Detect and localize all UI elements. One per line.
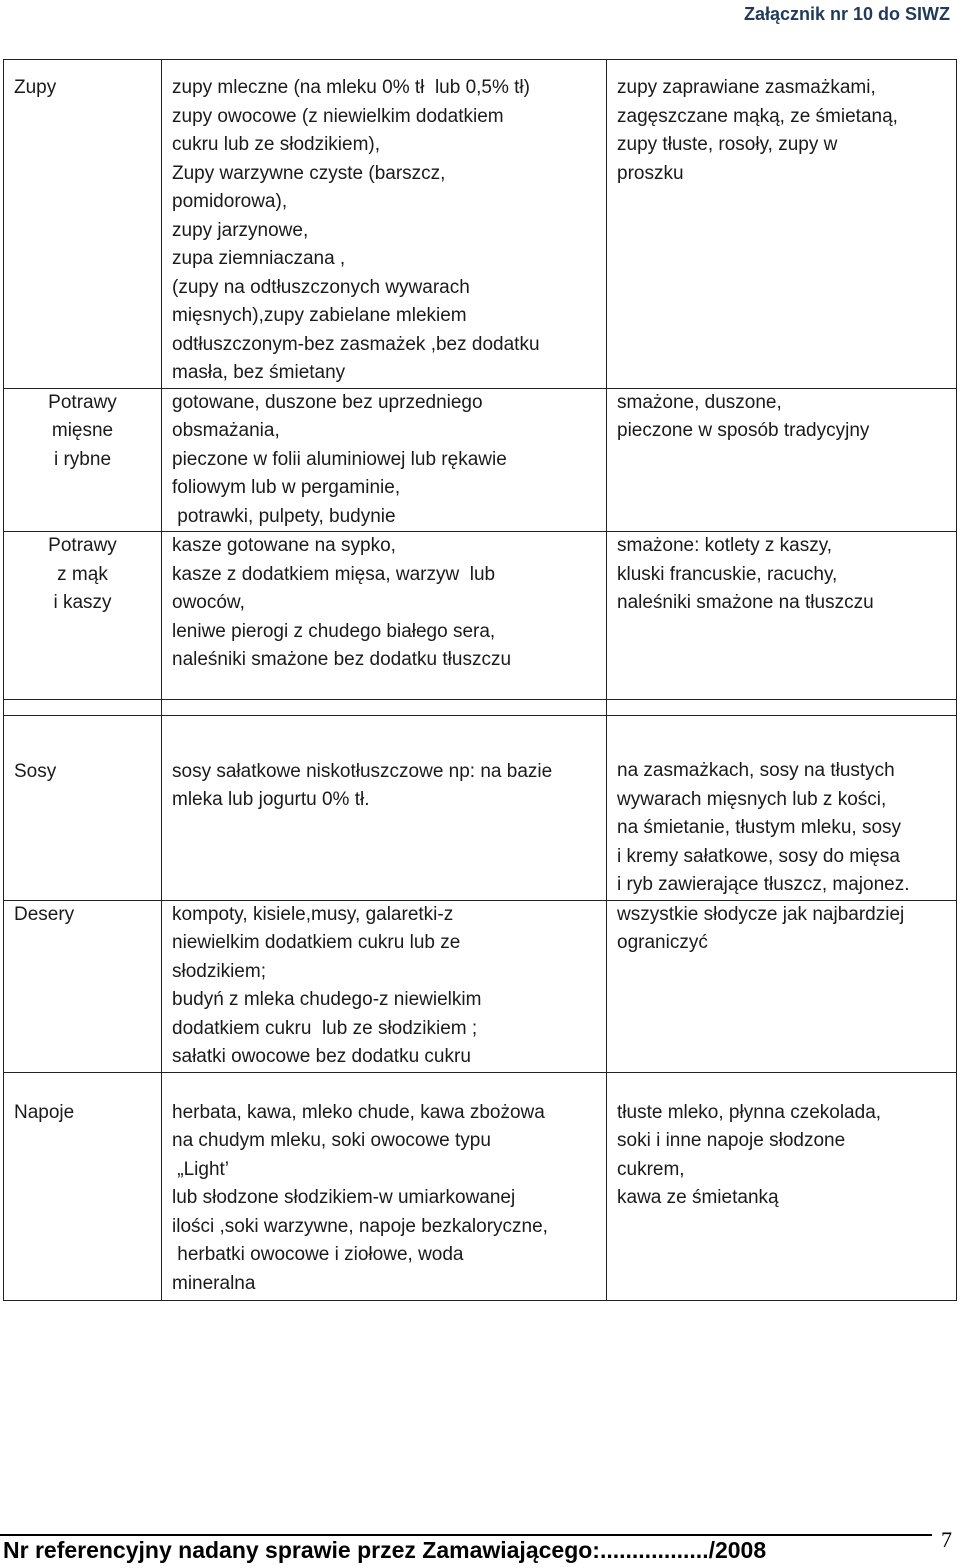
table-row-desery: [4, 900, 957, 1072]
text-line: naleśniki smażone na tłuszczu: [617, 592, 874, 613]
text-line: zupy zaprawiane zasmażkami,: [617, 77, 876, 98]
text-line: cukrem,: [617, 1158, 685, 1180]
attachment-header: Załącznik nr 10 do SIWZ: [743, 4, 950, 24]
text-line: smażone, duszone,: [617, 391, 782, 413]
category-label: Desery: [14, 903, 75, 925]
text-line: i ryb zawierające tłuszcz, majonez.: [617, 874, 910, 895]
footer-reference: Nr referencyjny nadany sprawie przez Zamawiającego:................./2008: [3, 1537, 767, 1563]
text-line: pomidorowa),: [172, 191, 288, 212]
avoid-cell: [607, 700, 957, 901]
text-line: leniwe pierogi z chudego białego sera,: [172, 620, 496, 642]
recommended-cell: [162, 532, 607, 716]
text-line: kawa ze śmietanką: [617, 1187, 779, 1208]
footer-divider: [0, 1534, 932, 1536]
text-line: proszku: [617, 162, 684, 184]
text-line: zupa ziemniaczana ,: [172, 248, 346, 269]
table-row-sosy: [4, 700, 957, 901]
text-line: wywarach mięsnych lub z kości,: [617, 788, 887, 810]
text-line: sałatki owocowe bez dodatku cukru: [172, 1046, 471, 1067]
text-line: „Light’: [172, 1158, 230, 1180]
text-line: potrawki, pulpety, budynie: [172, 505, 396, 527]
text-line: obsmażania,: [172, 420, 280, 441]
avoid-cell: [607, 532, 957, 716]
text-line: zagęszczane mąką, ze śmietaną,: [617, 105, 898, 127]
text-line: i kremy sałatkowe, sosy do mięsa: [617, 845, 900, 867]
text-line: słodzikiem;: [172, 960, 266, 982]
text-line: foliowym lub w pergaminie,: [172, 477, 401, 498]
text-line: dodatkiem cukru lub ze słodzikiem ;: [172, 1017, 478, 1039]
text-line: niewielkim dodatkiem cukru lub ze: [172, 932, 461, 953]
text-line: ograniczyć: [617, 932, 708, 953]
text-line: na chudym mleku, soki owocowe typu: [172, 1130, 491, 1151]
page-number: 7: [941, 1527, 952, 1552]
text-line: soki i inne napoje słodzone: [617, 1130, 846, 1151]
table-row-napoje: [4, 1072, 957, 1300]
recommended-cell: [162, 700, 607, 901]
category-cell: [4, 700, 162, 901]
category-label: z mąk: [57, 563, 108, 585]
text-line: zupy mleczne (na mleku 0% tł lub 0,5% tł): [172, 77, 530, 98]
text-line: na zasmażkach, sosy na tłustych: [617, 760, 895, 781]
text-line: smażone: kotlety z kaszy,: [617, 535, 833, 556]
category-cell: [4, 900, 162, 1072]
text-line: lub słodzone słodzikiem-w umiarkowanej: [172, 1187, 516, 1208]
recommended-cell: [162, 60, 607, 389]
category-label: mięsne: [51, 420, 114, 441]
text-line: tłuste mleko, płynna czekolada,: [617, 1101, 882, 1123]
recommended-cell: [162, 1072, 607, 1300]
diet-table-main: [3, 59, 957, 716]
category-label: Zupy: [14, 77, 57, 98]
table-row-potrawy-z-mak: [4, 532, 957, 716]
text-line: mineralna: [172, 1272, 256, 1294]
text-line: kompoty, kisiele,musy, galaretki-z: [172, 903, 454, 925]
category-label: Potrawy: [48, 535, 117, 556]
text-line: budyń z mleka chudego-z niewielkim: [172, 989, 482, 1010]
text-line: Zupy warzywne czyste (barszcz,: [172, 162, 446, 184]
category-label: Sosy: [14, 761, 57, 782]
text-line: ilości ,soki warzywne, napoje bezkaloryczne,: [172, 1215, 548, 1237]
avoid-cell: [607, 60, 957, 389]
text-line: zupy owocowe (z niewielkim dodatkiem: [172, 105, 504, 127]
text-line: herbata, kawa, mleko chude, kawa zbożowa: [172, 1101, 545, 1123]
text-line: odtłuszczonym-bez zasmażek ,bez dodatku: [172, 333, 540, 355]
category-cell: [4, 388, 162, 532]
category-cell: [4, 532, 162, 716]
category-label: Napoje: [14, 1101, 75, 1123]
text-line: sosy sałatkowe niskotłuszczowe np: na bazie: [172, 760, 553, 782]
text-line: masła, bez śmietany: [172, 362, 346, 383]
diet-table-secondary: [3, 699, 957, 1301]
table-row-zupy: [4, 60, 957, 389]
text-line: herbatki owocowe i ziołowe, woda: [172, 1244, 464, 1265]
text-line: zupy jarzynowe,: [172, 219, 309, 241]
text-line: na śmietanie, tłustym mleku, sosy: [617, 817, 902, 838]
text-line: mleka lub jogurtu 0% tł.: [172, 789, 370, 810]
text-line: kluski francuskie, racuchy,: [617, 563, 838, 585]
text-line: (zupy na odtłuszczonych wywarach: [172, 276, 470, 298]
text-line: mięsnych),zupy zabielane mlekiem: [172, 305, 467, 326]
text-line: kasze gotowane na sypko,: [172, 535, 396, 556]
text-line: zupy tłuste, rosoły, zupy w: [617, 134, 838, 155]
avoid-cell: [607, 1072, 957, 1300]
recommended-cell: [162, 388, 607, 532]
avoid-cell: [607, 388, 957, 532]
table-row-potrawy-miesne: [4, 388, 957, 532]
category-label: i rybne: [53, 448, 112, 470]
avoid-cell: [607, 900, 957, 1072]
text-line: kasze z dodatkiem mięsa, warzyw lub: [172, 563, 496, 585]
category-label: Potrawy: [48, 391, 117, 413]
text-line: gotowane, duszone bez uprzedniego: [172, 391, 483, 413]
category-label: i kaszy: [53, 592, 112, 613]
text-line: pieczone w folii aluminiowej lub rękawie: [172, 448, 507, 470]
text-line: cukru lub ze słodzikiem),: [172, 134, 381, 155]
recommended-cell: [162, 900, 607, 1072]
text-line: pieczone w sposób tradycyjny: [617, 420, 870, 441]
category-cell: [4, 60, 162, 389]
text-line: wszystkie słodycze jak najbardziej: [617, 903, 905, 925]
text-line: owoców,: [172, 592, 245, 613]
category-cell: [4, 1072, 162, 1300]
text-line: naleśniki smażone bez dodatku tłuszczu: [172, 649, 512, 670]
